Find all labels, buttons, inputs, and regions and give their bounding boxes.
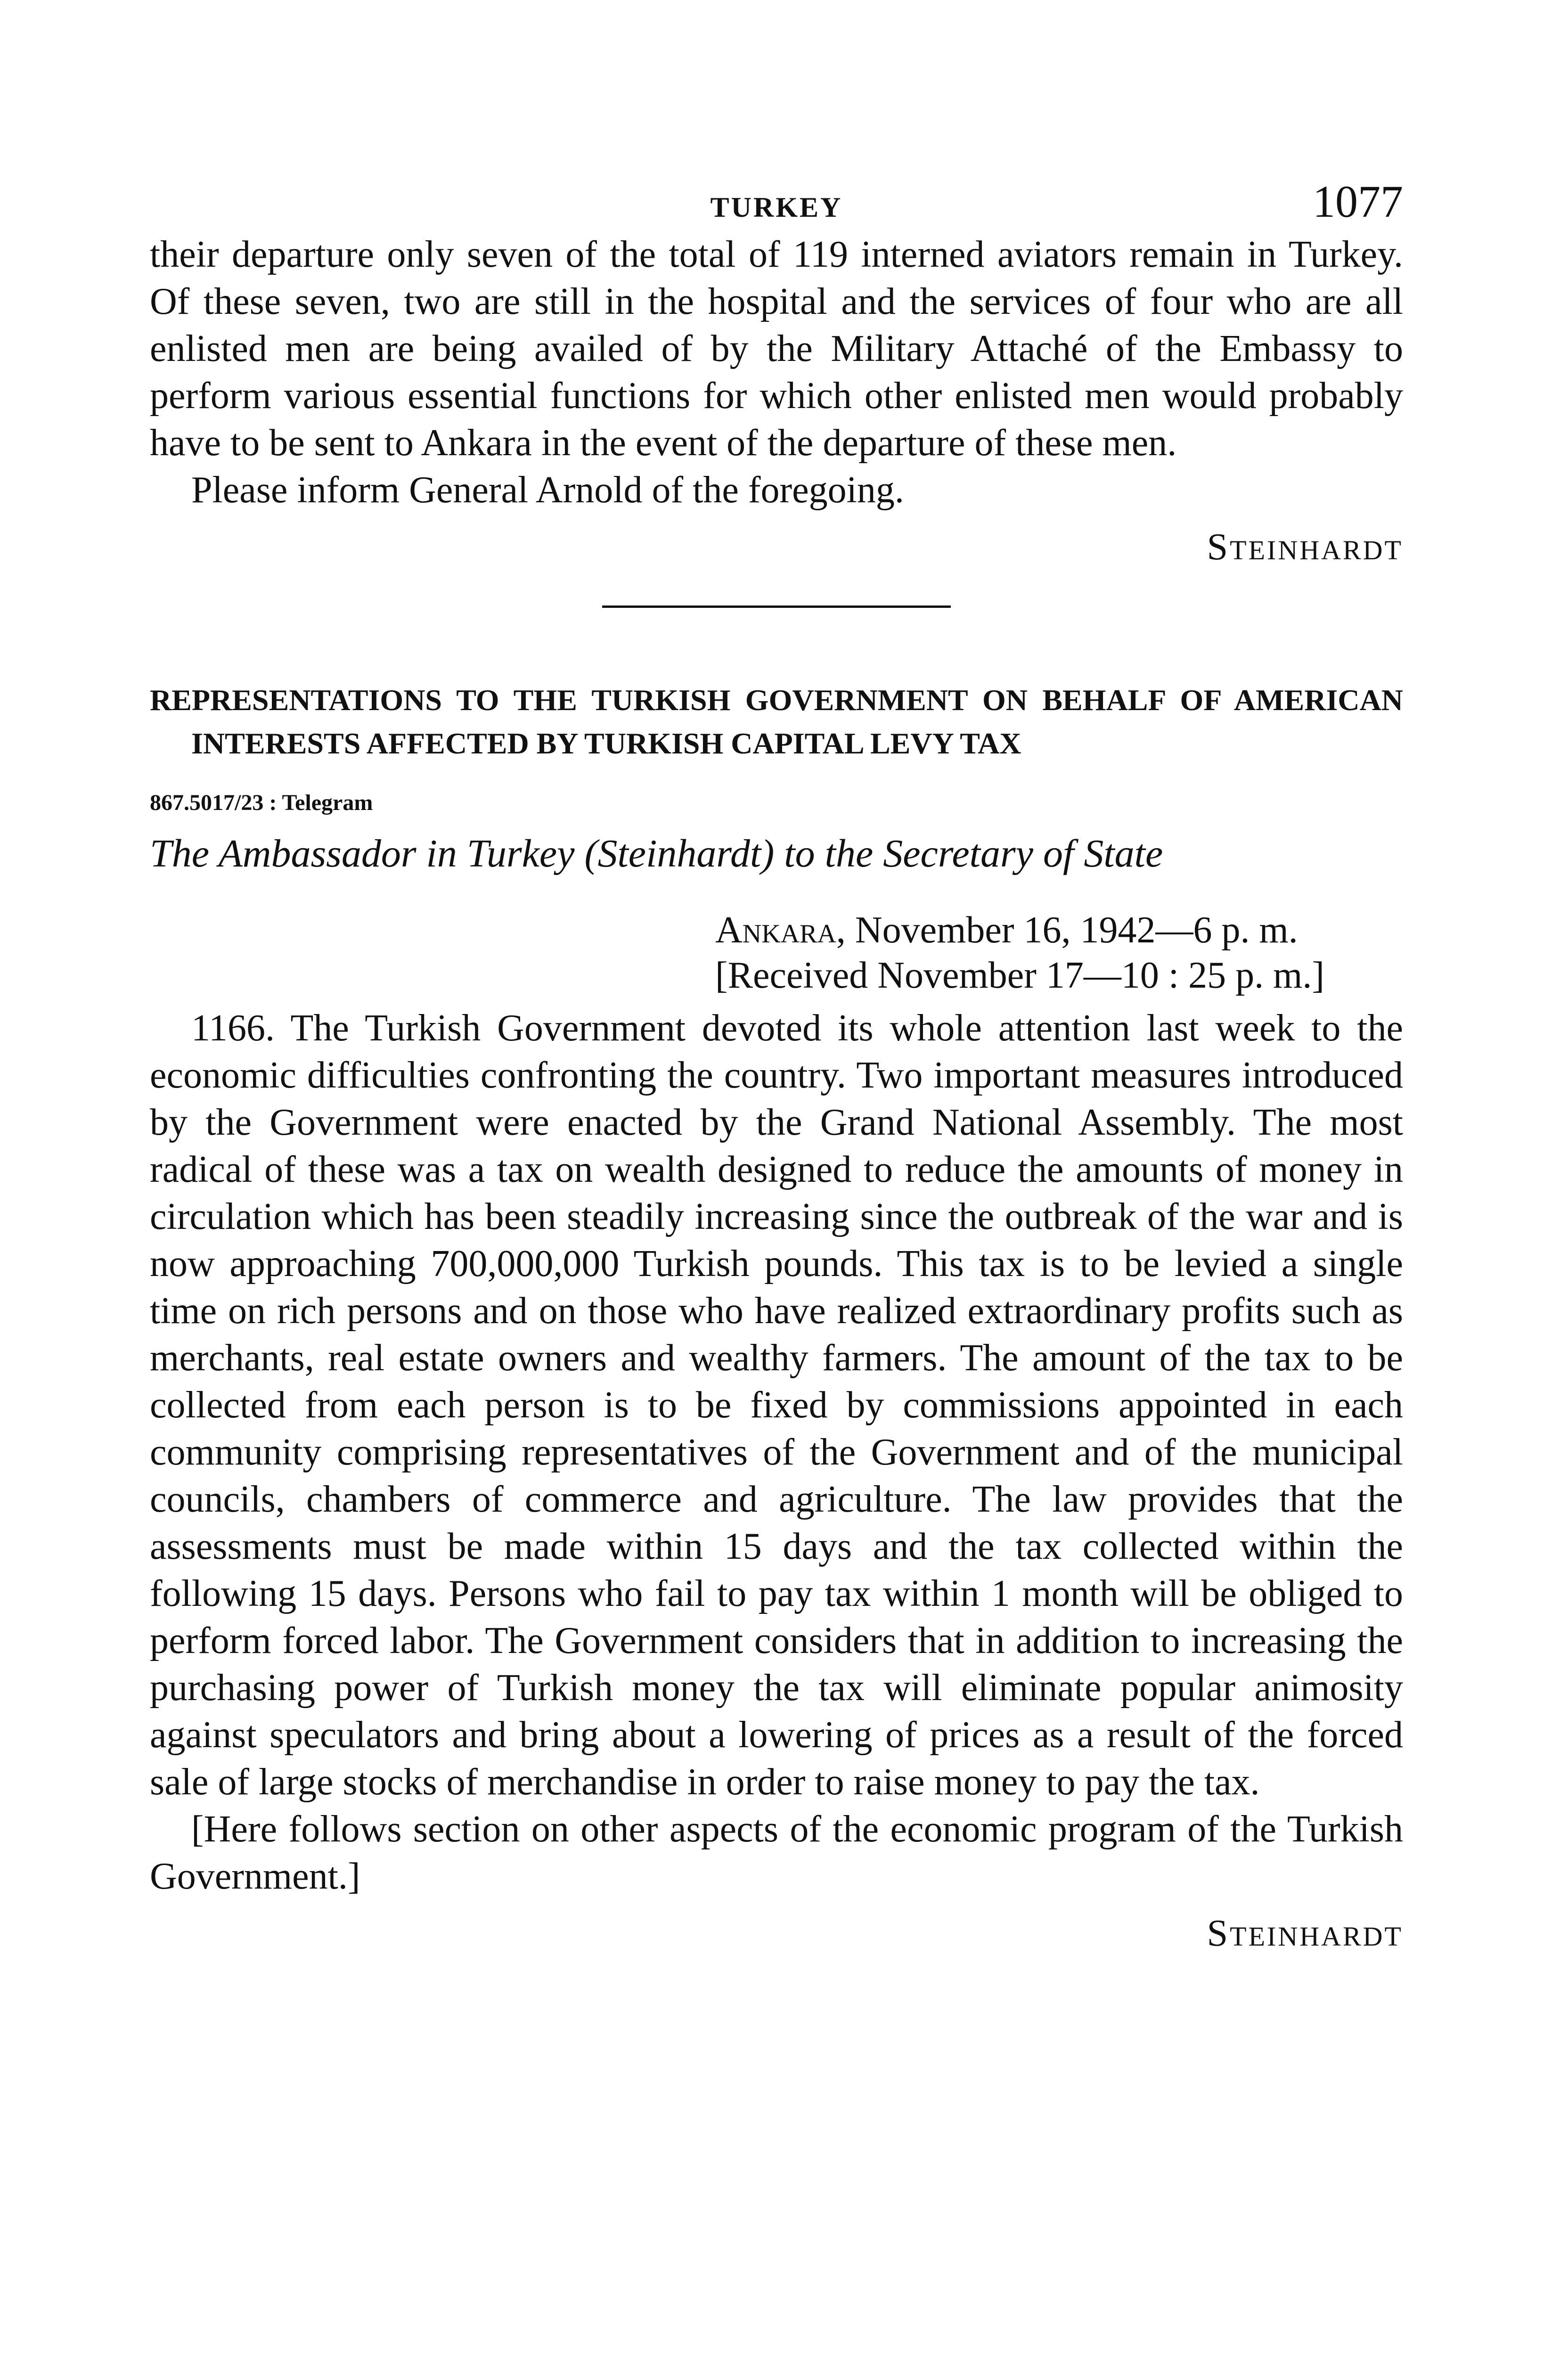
dateline-sent: , November 16, 1942—6 p. m. (836, 909, 1298, 951)
section-heading: REPRESENTATIONS TO THE TURKISH GOVERNMENT ON BEHALF OF AMERICAN INTERESTS AFFECTED BY TURKISH CAPITAL LEVY TAX (150, 683, 1403, 760)
running-head (150, 176, 1403, 231)
signature-rest: TEINHARDT (1230, 535, 1403, 565)
dateline (150, 908, 1403, 998)
running-title: TURKEY (710, 192, 843, 223)
document-page (150, 176, 1403, 1955)
telegram-signature-rest: TEINHARDT (1230, 1921, 1403, 1952)
dateline-place: Ankara (715, 909, 836, 951)
telegram-signature (150, 1912, 1403, 1955)
section-divider (602, 605, 951, 608)
dateline-received: [Received November 17—10 : 25 p. m.] (715, 955, 1325, 996)
telegram-title: The Ambassador in Turkey (Steinhardt) to the Secretary of State (150, 832, 1163, 875)
closing-instruction: Please inform General Arnold of the foregoing. (191, 469, 904, 511)
signature (150, 526, 1403, 569)
editorial-note: [Here follows section on other aspects of the economic program of the Turkish Government.] (150, 1808, 1403, 1897)
dateline-sent-line (715, 908, 1403, 953)
continuation-paragraph: their departure only seven of the total of 119 interned aviators remain in Turkey. Of these seven, two are still in the hospital and the services of four who are all enlisted men are being availed of by the Military Attaché of the Embassy to perform various essential functions for which other enlisted men would probably have to be sent to Ankara in the event of the departure of these men. (150, 234, 1403, 464)
signature-initial: S (1207, 526, 1230, 568)
page-number: 1077 (1313, 176, 1403, 227)
telegram-paragraph: 1166. The Turkish Government devoted its whole attention last week to the economic difficulties confronting the country. Two important measures introduced by the Government were enacted by the Grand National Assembly. The most radical of these was a tax on wealth designed to reduce the amounts of money in circulation which has been steadily increasing since the outbreak of the war and is now approaching 700,000,000 Turkish pounds. This tax is to be levied a single time on rich persons and on those who have realized extraordinary profits such as merchants, real estate owners and wealthy farmers. The amount of the tax to be collected from each person is to be fixed by commissions appointed in each community comprising representatives of the Government and of the municipal councils, chambers of commerce and agriculture. The law provides that the assessments must be made within 15 days and the tax collected within the following 15 days. Persons who fail to pay tax within 1 month will be obliged to perform forced labor. The Government considers that in addition to increasing the purchasing power of Turkish money the tax will eliminate popular animosity against speculators and bring about a lowering of prices as a result of the forced sale of large stocks of merchandise in order to raise money to pay the tax. (150, 1007, 1403, 1803)
file-reference: 867.5017/23 : Telegram (150, 790, 373, 815)
telegram-body (150, 1005, 1403, 1900)
telegram-signature-initial: S (1207, 1913, 1230, 1954)
